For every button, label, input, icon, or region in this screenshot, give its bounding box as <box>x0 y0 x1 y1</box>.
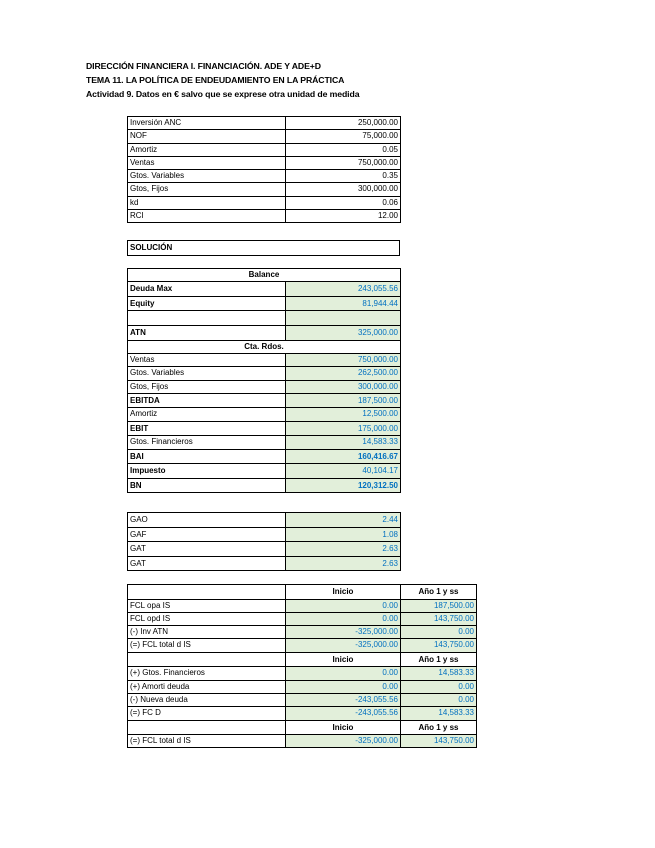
input-label: Amortiz <box>128 143 286 156</box>
input-value: 750,000.00 <box>286 156 401 169</box>
inicio-value: 0.00 <box>286 599 401 612</box>
input-value: 0.05 <box>286 143 401 156</box>
row-value: 40,104.17 <box>286 464 401 479</box>
row-label: (-) Nueva deuda <box>128 693 286 706</box>
table-row <box>128 680 477 693</box>
table-row <box>128 170 401 183</box>
table-row <box>128 143 401 156</box>
inicio-value: 0.00 <box>286 612 401 625</box>
row-label: Impuesto <box>128 464 286 479</box>
ano-value: 0.00 <box>401 693 477 706</box>
row-label: (+) Gtos. Financieros <box>128 667 286 680</box>
inicio-value: -243,055.56 <box>286 693 401 706</box>
row-value: 243,055.56 <box>286 282 401 297</box>
row-value: 2.44 <box>286 513 401 528</box>
row-label: EBIT <box>128 421 286 436</box>
table-row <box>128 156 401 169</box>
input-label: Gtos. Variables <box>128 170 286 183</box>
row-label: Deuda Max <box>128 282 286 297</box>
balance-table <box>127 268 401 493</box>
input-value: 250,000.00 <box>286 117 401 130</box>
input-value: 12.00 <box>286 210 401 223</box>
row-label: GAF <box>128 527 286 542</box>
table-row <box>128 556 401 571</box>
table-row <box>128 542 401 557</box>
row-label: GAT <box>128 542 286 557</box>
table-row <box>128 464 401 479</box>
ano-value: 0.00 <box>401 680 477 693</box>
table-row <box>128 626 477 639</box>
row-label: (+) Amorti deuda <box>128 680 286 693</box>
row-label: Ventas <box>128 353 286 366</box>
balance-title: Balance <box>128 269 401 282</box>
table-row <box>128 478 401 493</box>
table-row <box>128 599 477 612</box>
table-row <box>128 707 477 720</box>
table-row <box>128 735 477 748</box>
row-value: 262,500.00 <box>286 367 401 380</box>
row-label <box>128 311 286 326</box>
inicio-value: 0.00 <box>286 680 401 693</box>
row-label: Gtos. Variables <box>128 367 286 380</box>
col-ano: Año 1 y ss <box>401 720 477 735</box>
row-value: 2.63 <box>286 542 401 557</box>
row-value: 1.08 <box>286 527 401 542</box>
ano-value: 14,583.33 <box>401 667 477 680</box>
row-label: (=) FCL total d IS <box>128 735 286 748</box>
table-row <box>128 408 401 421</box>
input-value: 0.06 <box>286 196 401 209</box>
table-row <box>128 311 401 326</box>
row-value: 300,000.00 <box>286 380 401 393</box>
col-ano: Año 1 y ss <box>401 585 477 600</box>
row-value: 12,500.00 <box>286 408 401 421</box>
input-label: NOF <box>128 130 286 143</box>
ano-value: 0.00 <box>401 626 477 639</box>
ano-value: 143,750.00 <box>401 735 477 748</box>
solucion-label: SOLUCIÓN <box>128 241 400 256</box>
inicio-value: -325,000.00 <box>286 735 401 748</box>
row-value: 325,000.00 <box>286 326 401 341</box>
row-value: 175,000.00 <box>286 421 401 436</box>
ano-value: 143,750.00 <box>401 639 477 652</box>
inicio-value: -325,000.00 <box>286 639 401 652</box>
row-label: (-) Inv ATN <box>128 626 286 639</box>
table-row <box>128 380 401 393</box>
ano-value: 143,750.00 <box>401 612 477 625</box>
row-label: Gtos. Financieros <box>128 436 286 449</box>
header-line-3: Actividad 9. Datos en € salvo que se exprese otra unidad de medida <box>86 89 360 99</box>
ano-value: 187,500.00 <box>401 599 477 612</box>
input-label: kd <box>128 196 286 209</box>
col-ano: Año 1 y ss <box>401 652 477 667</box>
table-row <box>128 183 401 196</box>
inicio-value: -243,055.56 <box>286 707 401 720</box>
ano-value: 14,583.33 <box>401 707 477 720</box>
col-inicio: Inicio <box>286 652 401 667</box>
row-label: Amortiz <box>128 408 286 421</box>
leverage-table <box>127 512 401 571</box>
row-value: 120,312.50 <box>286 478 401 493</box>
table-row <box>128 269 401 282</box>
row-value: 14,583.33 <box>286 436 401 449</box>
row-label: GAO <box>128 513 286 528</box>
table-row <box>128 326 401 341</box>
row-label: ATN <box>128 326 286 341</box>
table-row <box>128 436 401 449</box>
row-value: 187,500.00 <box>286 393 401 408</box>
row-value <box>286 311 401 326</box>
table-row <box>128 196 401 209</box>
table-row <box>128 513 401 528</box>
row-label: BAI <box>128 449 286 464</box>
row-value: 2.63 <box>286 556 401 571</box>
row-label: Equity <box>128 296 286 311</box>
inicio-value: 0.00 <box>286 667 401 680</box>
row-value: 750,000.00 <box>286 353 401 366</box>
solucion-box <box>127 240 400 256</box>
cta-title: Cta. Rdos. <box>128 340 401 353</box>
input-label: Ventas <box>128 156 286 169</box>
table-row <box>128 527 401 542</box>
row-label: FCL opa IS <box>128 599 286 612</box>
col-inicio: Inicio <box>286 720 401 735</box>
table-row <box>128 340 401 353</box>
table-row <box>128 393 401 408</box>
row-label: EBITDA <box>128 393 286 408</box>
table-row <box>128 667 477 680</box>
header-line-1: DIRECCIÓN FINANCIERA I. FINANCIACIÓN. ADE Y ADE+D <box>86 61 321 71</box>
col-inicio: Inicio <box>286 585 401 600</box>
inputs-table <box>127 116 401 223</box>
table-row <box>128 652 477 667</box>
table-row <box>128 130 401 143</box>
input-value: 300,000.00 <box>286 183 401 196</box>
row-label: Gtos, Fijos <box>128 380 286 393</box>
row-label: BN <box>128 478 286 493</box>
row-label: (=) FCL total d IS <box>128 639 286 652</box>
table-row <box>128 449 401 464</box>
row-label: GAT <box>128 556 286 571</box>
inicio-value: -325,000.00 <box>286 626 401 639</box>
input-label: Inversión ANC <box>128 117 286 130</box>
row-label: FCL opd IS <box>128 612 286 625</box>
table-row <box>128 367 401 380</box>
table-row <box>128 353 401 366</box>
row-value: 81,944.44 <box>286 296 401 311</box>
table-row <box>128 585 477 600</box>
input-value: 75,000.00 <box>286 130 401 143</box>
table-row <box>128 282 401 297</box>
header-line-2: TEMA 11. LA POLÍTICA DE ENDEUDAMIENTO EN LA PRÁCTICA <box>86 75 345 85</box>
table-row <box>128 720 477 735</box>
table-row <box>128 210 401 223</box>
table-row <box>128 117 401 130</box>
table-row <box>128 693 477 706</box>
row-label: (=) FC D <box>128 707 286 720</box>
input-label: Gtos, Fijos <box>128 183 286 196</box>
table-row <box>128 296 401 311</box>
row-value: 160,416.67 <box>286 449 401 464</box>
input-label: RCI <box>128 210 286 223</box>
table-row <box>128 421 401 436</box>
cashflow-table <box>127 584 477 748</box>
table-row <box>128 612 477 625</box>
table-row <box>128 639 477 652</box>
input-value: 0.35 <box>286 170 401 183</box>
